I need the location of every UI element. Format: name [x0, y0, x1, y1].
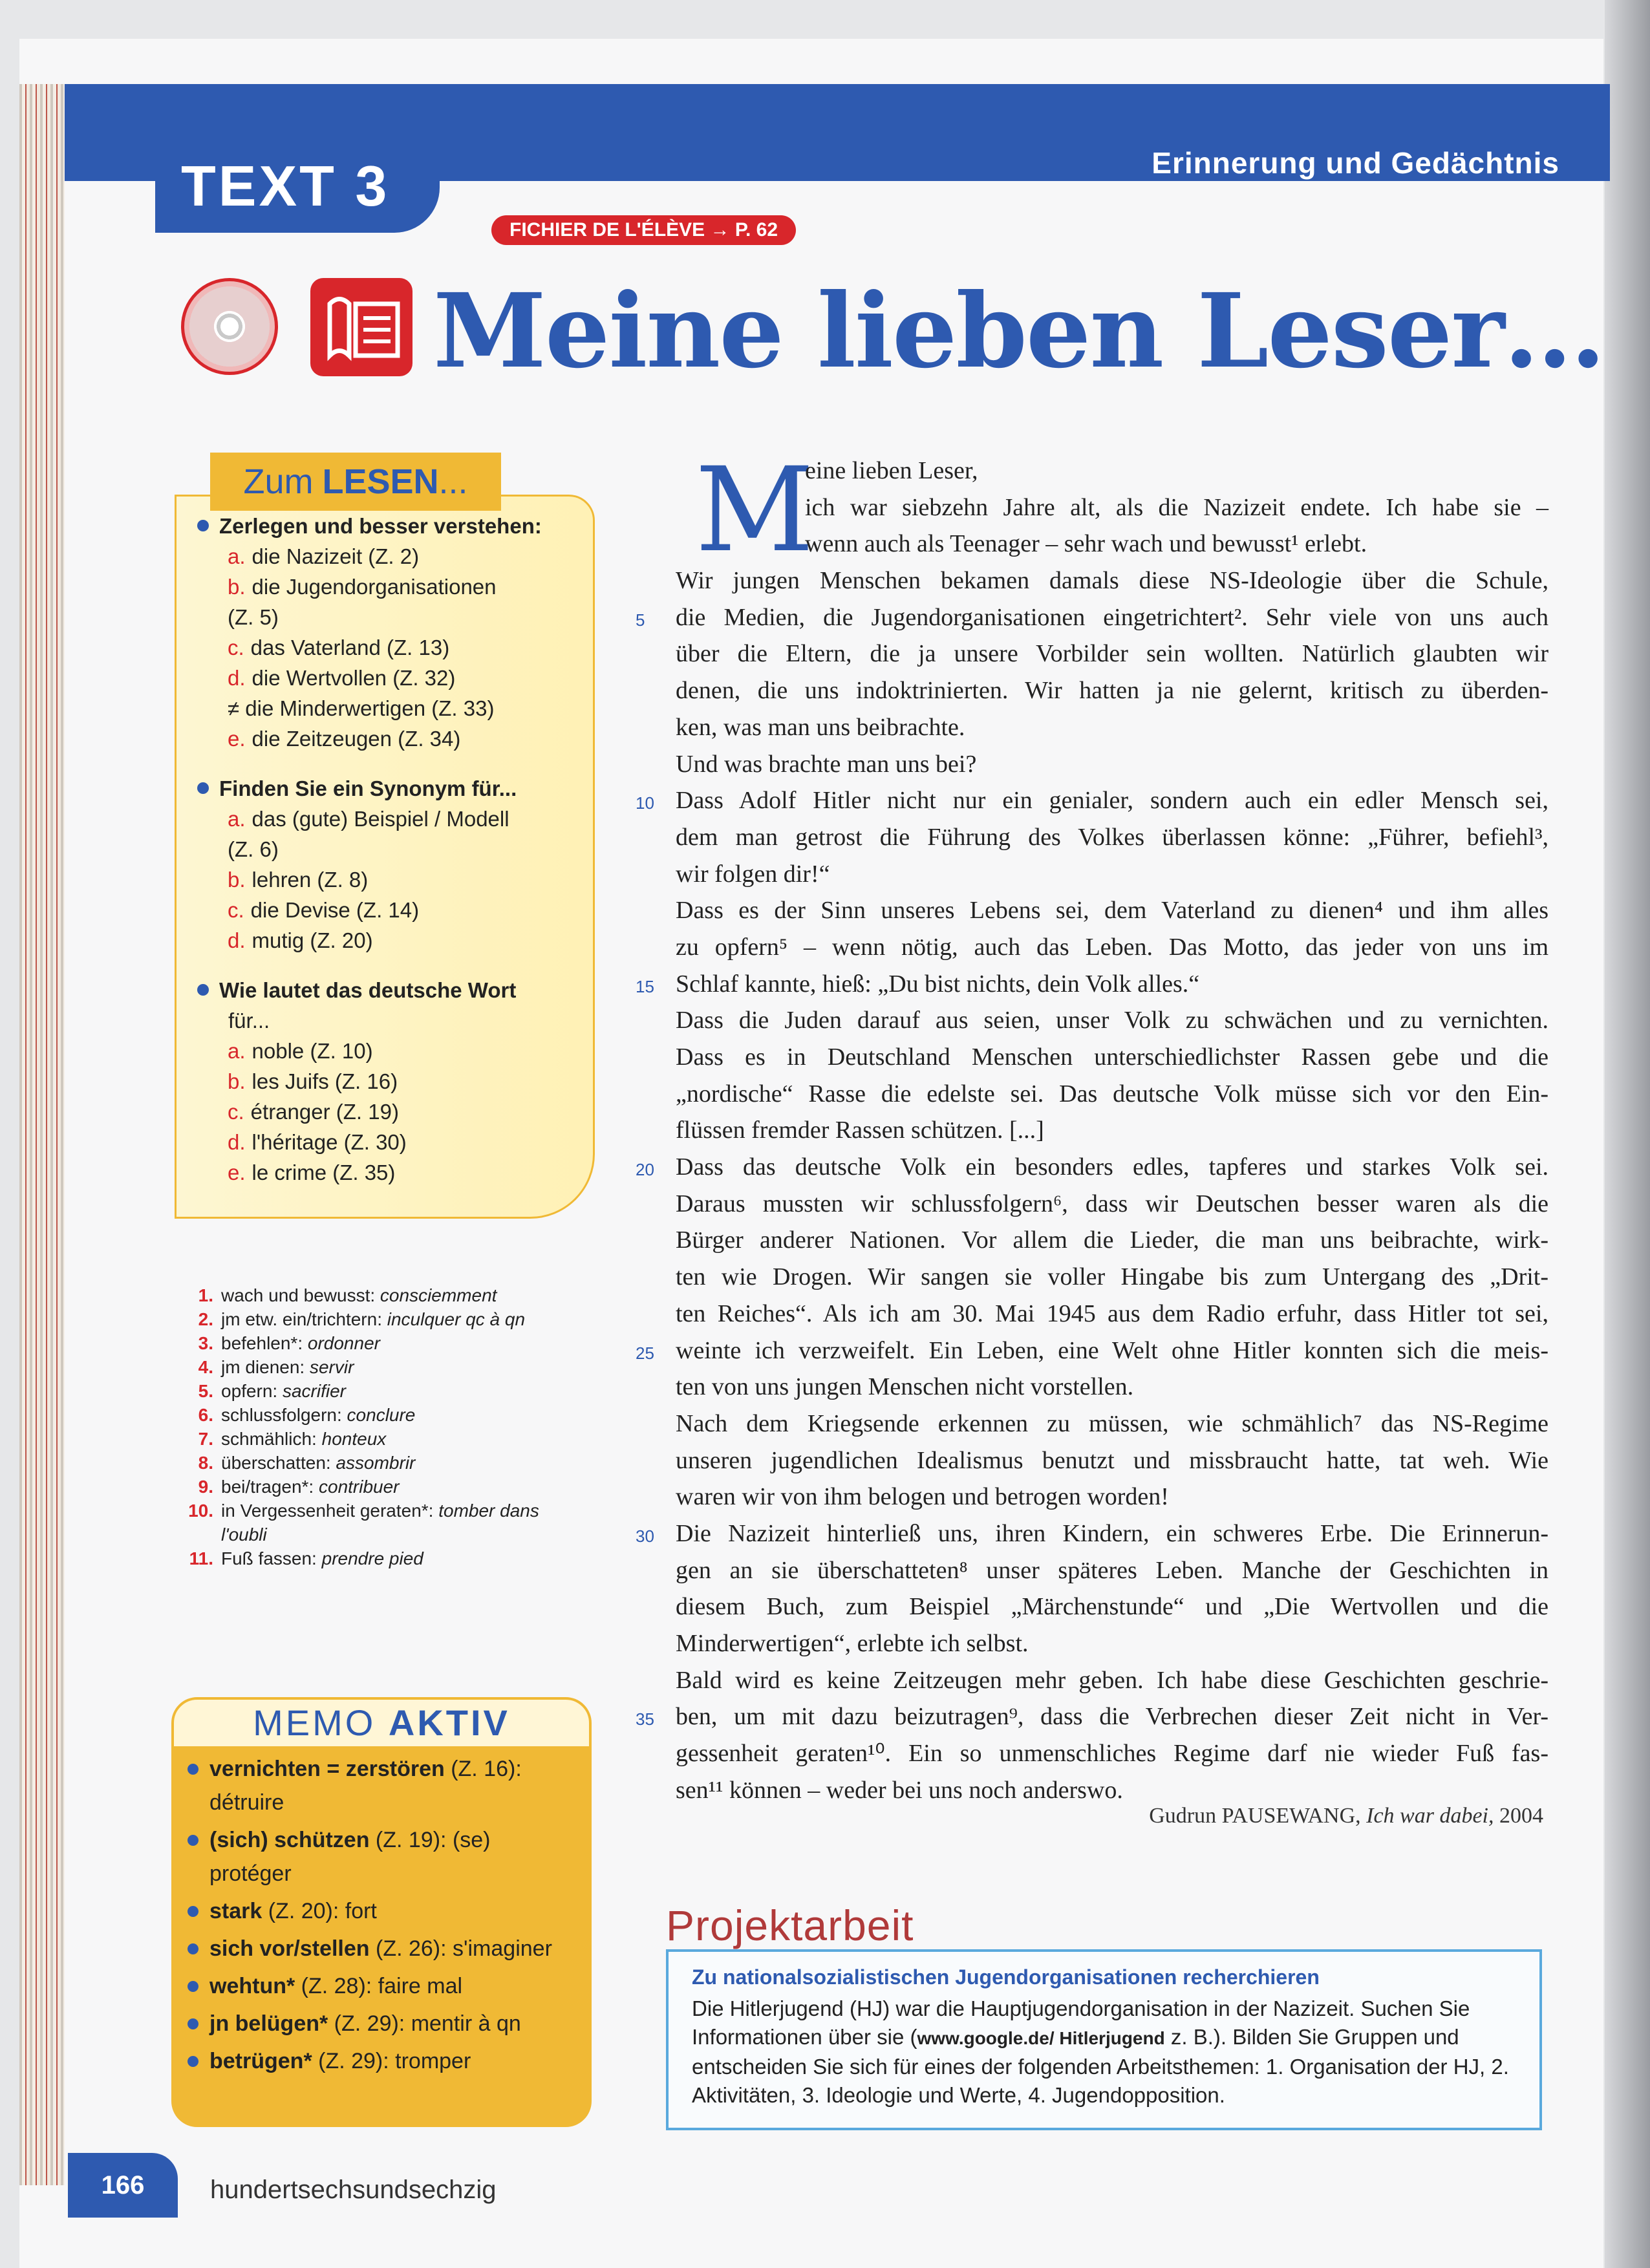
- text-line-content: sen¹¹ können – weder bei uns noch anderswo.: [676, 1776, 1123, 1804]
- text-line-content: Und was brachte man uns bei?: [676, 750, 977, 778]
- footnote-text: [221, 1546, 423, 1570]
- memo-item-translation: (Z. 29): mentir à qn: [328, 2011, 521, 2036]
- text-line-content: Bürger anderer Nationen. Vor allem die Lieder, die man uns beibrachte, wirk-: [676, 1226, 1548, 1254]
- lesen-item: [197, 834, 579, 864]
- memo-item-term: jn belügen*: [209, 2011, 328, 2036]
- footnote-german: überschatten:: [221, 1453, 331, 1473]
- text-line: [636, 1698, 1548, 1735]
- lesen-section: [197, 511, 579, 754]
- text-line-content: ten Reiches“. Als ich am 30. Mai 1945 aus dem Radio erfuhr, dass Hitler tot sei,: [676, 1300, 1548, 1327]
- text-line-content: Nach dem Kriegsende erkennen zu müssen, wie schmählich⁷ das NS-Regime: [676, 1409, 1548, 1437]
- footnote: [175, 1427, 588, 1451]
- footnote-number: 7.: [198, 1429, 213, 1449]
- page-number: 166: [68, 2153, 178, 2218]
- lesen-item: [197, 1097, 579, 1127]
- footnote-french: inculquer qc à qn: [387, 1309, 526, 1329]
- lesen-content: [197, 511, 579, 1207]
- footnote-german: befehlen*:: [221, 1333, 303, 1353]
- memo-item-term: vernichten = zerstören: [209, 1757, 445, 1781]
- lesen-item: [197, 632, 579, 663]
- text-line: [676, 562, 1548, 599]
- lesen-tab-prefix: Zum: [243, 462, 314, 501]
- lesen-item-text: die Zeitzeugen (Z. 34): [252, 727, 461, 751]
- lesen-item: [197, 804, 579, 834]
- footnote-french: contribuer: [319, 1477, 400, 1497]
- footnote-number: 9.: [198, 1477, 213, 1497]
- text-line: [676, 1406, 1548, 1442]
- memo-item-term: stark: [209, 1899, 262, 1923]
- lesen-item-text: (Z. 5): [228, 605, 279, 629]
- lesen-item-text: die Devise (Z. 14): [250, 898, 420, 922]
- line-number: 5: [636, 610, 645, 630]
- footnotes: [175, 1283, 588, 1570]
- text-line-content: ben, um mit dazu beizutragen⁹, dass die Verbrechen dieser Zeit nicht in Ver-: [676, 1703, 1548, 1731]
- text-line-content: wenn auch als Teenager – sehr wach und bewusst¹ erlebt.: [805, 530, 1367, 558]
- lesen-item: [197, 864, 579, 895]
- footnote-number: 5.: [198, 1381, 213, 1401]
- text-line: [676, 1112, 1548, 1149]
- text-line-content: Die Nazizeit hinterließ uns, ihren Kindern, ein schweres Erbe. Die Erinnerun-: [676, 1519, 1548, 1547]
- lesen-item-letter: a.: [228, 544, 246, 568]
- section-tab: TEXT 3: [155, 139, 440, 233]
- text-line: [636, 1149, 1548, 1186]
- text-line: [636, 782, 1548, 819]
- text-line-content: Wir jungen Menschen bekamen damals diese NS-Ideologie über die Schule,: [676, 567, 1548, 595]
- lesen-item-letter: a.: [228, 807, 246, 831]
- text-line-content: Bald wird es keine Zeitzeugen mehr geben. Ich habe diese Geschichten geschrie-: [676, 1666, 1548, 1694]
- footnote: [175, 1355, 588, 1379]
- text-line: [676, 819, 1548, 856]
- text-line: [676, 1076, 1548, 1113]
- lesen-section: [197, 773, 579, 956]
- footnote-text: [221, 1475, 400, 1499]
- memo-item-term: betrügen*: [209, 2049, 312, 2073]
- memo-title-b: AKTIV: [388, 1702, 510, 1743]
- text-line: [676, 1589, 1548, 1625]
- text-line: [676, 1479, 1548, 1515]
- footnote-text: [221, 1403, 415, 1427]
- cd-icon: [181, 278, 278, 375]
- text-line-content: Dass die Juden darauf aus seien, unser Volk zu schwächen und zu vernichten.: [676, 1007, 1548, 1034]
- memo-title: [171, 1697, 592, 1749]
- footnote-german: opfern:: [221, 1381, 278, 1401]
- memo-item-term: (sich) schützen: [209, 1828, 370, 1852]
- memo-item: [188, 2044, 575, 2078]
- text-line-content: Dass es in Deutschland Menschen unterschiedlichster Rassen gebe und die: [676, 1043, 1548, 1071]
- memo-title-a: MEMO: [253, 1702, 376, 1743]
- text-line: [676, 709, 1548, 746]
- lesen-item-text: les Juifs (Z. 16): [252, 1069, 398, 1093]
- text-line-content: „nordische“ Rasse die edelste sei. Das deutsche Volk müsse sich vor den Ein-: [676, 1080, 1548, 1107]
- line-number: 30: [636, 1526, 654, 1546]
- text-line: [676, 672, 1548, 709]
- text-line: [676, 1222, 1548, 1259]
- line-number: 20: [636, 1160, 654, 1180]
- lesen-item: [197, 1066, 579, 1097]
- lesen-item-text: (Z. 6): [228, 837, 279, 861]
- footnote-german: schmählich:: [221, 1429, 317, 1449]
- text-line: [636, 966, 1548, 1003]
- footnote-german: in Vergessenheit geraten*:: [221, 1501, 434, 1521]
- footnote-french: conclure: [347, 1405, 416, 1425]
- memo-item-term: sich vor/stellen: [209, 1936, 370, 1961]
- memo-item-translation: (Z. 29): tromper: [312, 2049, 471, 2073]
- source-title: Ich war dabei,: [1366, 1804, 1494, 1828]
- text-line: [676, 892, 1548, 929]
- lesen-item-text: l'héritage (Z. 30): [252, 1130, 407, 1154]
- footnote: [175, 1331, 588, 1355]
- lesen-item-letter: d.: [228, 1130, 246, 1154]
- text-line: [676, 1662, 1548, 1699]
- lesen-item-text: das (gute) Beispiel / Modell: [252, 807, 509, 831]
- footnote-german: wach und bewusst:: [221, 1285, 376, 1305]
- text-line: [676, 1552, 1548, 1589]
- text-line: [676, 856, 1548, 893]
- memo-item: [188, 1823, 575, 1890]
- footnote-french: honteux: [321, 1429, 387, 1449]
- text-line-content: waren wir von ihm belogen und betrogen worden!: [676, 1483, 1169, 1511]
- lesen-item: [197, 663, 579, 693]
- text-line: [676, 453, 1548, 489]
- projekt-url[interactable]: www.google.de/ Hitlerjugend: [917, 2028, 1165, 2048]
- lesen-item: [197, 602, 579, 632]
- memo-item-translation: (Z. 28): faire mal: [295, 1974, 463, 1998]
- lesen-item-letter: b.: [228, 1069, 246, 1093]
- memo-content: [188, 1752, 575, 2082]
- text-line-content: Dass es der Sinn unseres Lebens sei, dem Vaterland zu dienen⁴ und ihm alles: [676, 897, 1548, 925]
- footnote-german: schlussfolgern:: [221, 1405, 342, 1425]
- lesen-item: [197, 1157, 579, 1188]
- text-line: [676, 929, 1548, 966]
- chapter-theme: Erinnerung und Gedächtnis: [1152, 146, 1559, 180]
- text-line: [676, 1002, 1548, 1039]
- lesen-item-text: das Vaterland (Z. 13): [250, 636, 450, 659]
- text-line-content: dem man getrost die Führung des Volkes überlassen könne: „Führer, befiehl³,: [676, 823, 1548, 851]
- memo-item-term: wehtun*: [209, 1974, 295, 1998]
- text-line: [676, 1259, 1548, 1296]
- lesen-item: [197, 1036, 579, 1066]
- lesen-section: [197, 975, 579, 1188]
- footnote-number: 2.: [198, 1309, 213, 1329]
- lesen-item-text: noble (Z. 10): [252, 1039, 373, 1063]
- lesen-item: [197, 723, 579, 754]
- lesen-item-letter: a.: [228, 1039, 246, 1063]
- lesen-item-text: étranger (Z. 19): [250, 1100, 399, 1124]
- footnote-text: [221, 1283, 497, 1307]
- lesen-item-letter: b.: [228, 868, 246, 892]
- text-line-content: ken, was man uns beibrachte.: [676, 713, 965, 741]
- lesen-section-head-cont: für...: [228, 1009, 270, 1032]
- text-line-content: Dass das deutsche Volk ein besonders edles, tapferes und starkes Volk sei.: [676, 1153, 1548, 1181]
- lesen-item-text: die Jugendorganisationen: [252, 575, 497, 599]
- footnote-number: 1.: [198, 1285, 213, 1305]
- lesen-item-text: die Wertvollen (Z. 32): [252, 666, 456, 690]
- projekt-body-2: z. B.). Bilden Sie Gruppen und entscheiden Sie sich für eines der folgenden Arbeitsthemen: 1. Organisation der HJ, 2. Aktivitäten, 3. Ideologie und Werte, 4. Jugendopposition.: [692, 2025, 1509, 2107]
- lesen-item-text: die Nazizeit (Z. 2): [252, 544, 420, 568]
- text-line: [676, 1369, 1548, 1406]
- text-line: [676, 1772, 1548, 1809]
- text-line: [676, 1735, 1548, 1772]
- book-gutter: [1605, 0, 1650, 2268]
- memo-item-translation: (Z. 16): détruire: [209, 1757, 522, 1815]
- reading-book-icon: [310, 278, 412, 376]
- drop-cap: M: [695, 443, 815, 578]
- lesen-item: [197, 541, 579, 572]
- memo-item: [188, 1969, 575, 2003]
- projekt-heading: Projektarbeit: [666, 1901, 914, 1949]
- text-line: [676, 1186, 1548, 1223]
- lesen-section-head: Wie lautet das deutsche Wort: [197, 975, 579, 1005]
- text-line-content: zu opfern⁵ – wenn nötig, auch das Leben. Das Motto, das jeder von uns im: [676, 933, 1548, 961]
- lesen-item-text: mutig (Z. 20): [252, 928, 373, 952]
- line-number: 10: [636, 793, 654, 813]
- text-line: [636, 1332, 1548, 1369]
- text-line-content: wir folgen dir!“: [676, 860, 830, 888]
- footnote-french: prendre pied: [321, 1548, 423, 1568]
- line-number: 15: [636, 976, 654, 996]
- text-line-content: gen an sie überschatteten⁸ unser späteres Leben. Manche der Geschichten in: [676, 1556, 1548, 1584]
- lesen-item-text: ≠ die Minderwertigen (Z. 33): [228, 696, 495, 720]
- text-line-content: Minderwertigen“, erlebte ich selbst.: [676, 1630, 1029, 1657]
- text-line: [676, 1625, 1548, 1662]
- lesen-tab-suffix: ...: [438, 462, 468, 501]
- projekt-body-1: Die Hitlerjugend (HJ) war die Hauptjugendorganisation in der Nazizeit. Suchen Sie Informationen über sie (: [692, 1996, 1470, 2049]
- footnote: [175, 1499, 588, 1546]
- lesen-item-letter: e.: [228, 1161, 246, 1184]
- line-number: 35: [636, 1709, 654, 1729]
- memo-item-translation: (Z. 20): fort: [262, 1899, 377, 1923]
- lesen-item: [197, 895, 579, 925]
- projekt-subtitle: Zu nationalsozialistischen Jugendorganisationen recherchieren: [692, 1965, 1320, 1989]
- projekt-body: [692, 1995, 1526, 2110]
- lesen-item-letter: e.: [228, 727, 246, 751]
- footnote-german: jm dienen:: [221, 1357, 305, 1377]
- lesen-item-letter: c.: [228, 636, 244, 659]
- lesen-section-head: Zerlegen und besser verstehen:: [197, 511, 579, 541]
- text-line-content: eine lieben Leser,: [805, 457, 978, 484]
- footnote: [175, 1403, 588, 1427]
- text-line-content: diesem Buch, zum Beispiel „Märchenstunde“ und „Die Wertvollen und die: [676, 1593, 1548, 1621]
- footnote: [175, 1546, 588, 1570]
- source-author: Gudrun PAUSEWANG,: [1149, 1804, 1361, 1828]
- footnote-number: 11.: [189, 1548, 213, 1568]
- text-line-content: Dass Adolf Hitler nicht nur ein genialer, sondern auch ein edler Mensch sei,: [676, 787, 1548, 815]
- text-line: [676, 1296, 1548, 1332]
- footnote: [175, 1379, 588, 1403]
- footnote-french: assombrir: [336, 1453, 416, 1473]
- lesen-item: [197, 572, 579, 602]
- page-edges: [19, 84, 65, 2185]
- lesen-tab-main: LESEN: [322, 462, 439, 501]
- text-line: [676, 489, 1548, 526]
- text-line-content: Daraus mussten wir schlussfolgern⁶, dass wir Deutschen besser waren als die: [676, 1190, 1548, 1217]
- lesen-section-head: Finden Sie ein Synonym für...: [197, 773, 579, 804]
- text-line: [636, 1515, 1548, 1552]
- text-line-content: unseren jugendlichen Idealismus benutzt und missbraucht hatte, tat weh. Wie: [676, 1446, 1548, 1474]
- text-line: [636, 599, 1548, 636]
- text-line-content: über die Eltern, die ja unsere Vorbilder sein wollten. Natürlich glaubten wir: [676, 640, 1548, 668]
- lesen-item-letter: d.: [228, 928, 246, 952]
- footnote-text: [221, 1499, 588, 1546]
- memo-item-translation: (Z. 26): s'imaginer: [369, 1936, 552, 1961]
- footnote-german: Fuß fassen:: [221, 1548, 317, 1568]
- footnote-french: consciemment: [380, 1285, 497, 1305]
- lesen-item-letter: b.: [228, 575, 246, 599]
- lesen-item-letter: d.: [228, 666, 246, 690]
- footnote: [175, 1283, 588, 1307]
- footnote-french: tomber dans l'oubli: [221, 1501, 539, 1545]
- text-line: [676, 746, 1548, 783]
- text-line-content: ten von uns jungen Menschen nicht vorstellen.: [676, 1373, 1134, 1401]
- fichier-reference: FICHIER DE L'ÉLÈVE → P. 62: [491, 215, 796, 245]
- footnote-text: [221, 1427, 386, 1451]
- footnote-french: servir: [309, 1357, 354, 1377]
- lesen-tab: [210, 453, 501, 511]
- line-number: 25: [636, 1343, 654, 1363]
- footnote-number: 3.: [198, 1333, 213, 1353]
- text-line-content: Schlaf kannte, hieß: „Du bist nichts, dein Volk alles.“: [676, 970, 1200, 998]
- text-line-content: flüssen fremder Rassen schützen. [...]: [676, 1117, 1044, 1144]
- text-line-content: ten wie Drogen. Wir sangen sie voller Hingabe bis zum Untergang des „Drit-: [676, 1263, 1548, 1291]
- lesen-item-letter: c.: [228, 1100, 244, 1124]
- footnote-french: sacrifier: [282, 1381, 346, 1401]
- text-line-content: gessenheit geraten¹⁰. Ein so unmenschliches Regime darf nie wieder Fuß fas-: [676, 1740, 1548, 1768]
- lesen-item: [197, 1127, 579, 1157]
- footnote-number: 10.: [188, 1501, 213, 1521]
- text-line: [676, 526, 1548, 562]
- footnote-german: bei/tragen*:: [221, 1477, 314, 1497]
- memo-item: [188, 1752, 575, 1819]
- lesen-item: [197, 925, 579, 956]
- page-title: Meine lieben Leser…: [433, 272, 1605, 391]
- footnote: [175, 1451, 588, 1475]
- text-line-content: weinte ich verzweifelt. Ein Leben, eine Welt ohne Hitler konnten sich die meis-: [676, 1336, 1548, 1364]
- footnote-german: jm etw. ein/trichtern:: [221, 1309, 382, 1329]
- footnote-french: ordonner: [307, 1333, 380, 1353]
- lesen-item-text: le crime (Z. 35): [252, 1161, 396, 1184]
- memo-item: [188, 2007, 575, 2040]
- text-line: [676, 636, 1548, 672]
- footnote-number: 6.: [198, 1405, 213, 1425]
- memo-item: [188, 1932, 575, 1965]
- lesen-item: [197, 693, 579, 723]
- memo-item-translation: (Z. 19): (se) protéger: [209, 1828, 491, 1886]
- source-year: 2004: [1499, 1804, 1543, 1828]
- footnote-number: 8.: [198, 1453, 213, 1473]
- text-line-content: die Medien, die Jugendorganisationen eingetrichtert². Sehr viele von uns auch: [676, 603, 1548, 631]
- footnote-text: [221, 1307, 525, 1331]
- footnote: [175, 1475, 588, 1499]
- main-text: [636, 443, 1548, 1808]
- footnote-text: [221, 1355, 354, 1379]
- text-line: [676, 1442, 1548, 1479]
- footnote-number: 4.: [198, 1357, 213, 1377]
- lesen-item-letter: c.: [228, 898, 244, 922]
- text-line-content: ich war siebzehn Jahre alt, als die Nazizeit endete. Ich habe sie –: [805, 493, 1548, 521]
- footnote: [175, 1307, 588, 1331]
- text-line: [676, 1039, 1548, 1076]
- text-line-content: denen, die uns indoktrinierten. Wir hatten ja nie gelernt, kritisch zu überden-: [676, 677, 1548, 705]
- page-number-word: hundertsechsundsechzig: [210, 2176, 497, 2204]
- source-citation: [1149, 1804, 1543, 1828]
- lesen-item-text: lehren (Z. 8): [252, 868, 369, 892]
- footnote-text: [221, 1331, 380, 1355]
- memo-item: [188, 1894, 575, 1928]
- footnote-text: [221, 1451, 415, 1475]
- footnote-text: [221, 1379, 346, 1403]
